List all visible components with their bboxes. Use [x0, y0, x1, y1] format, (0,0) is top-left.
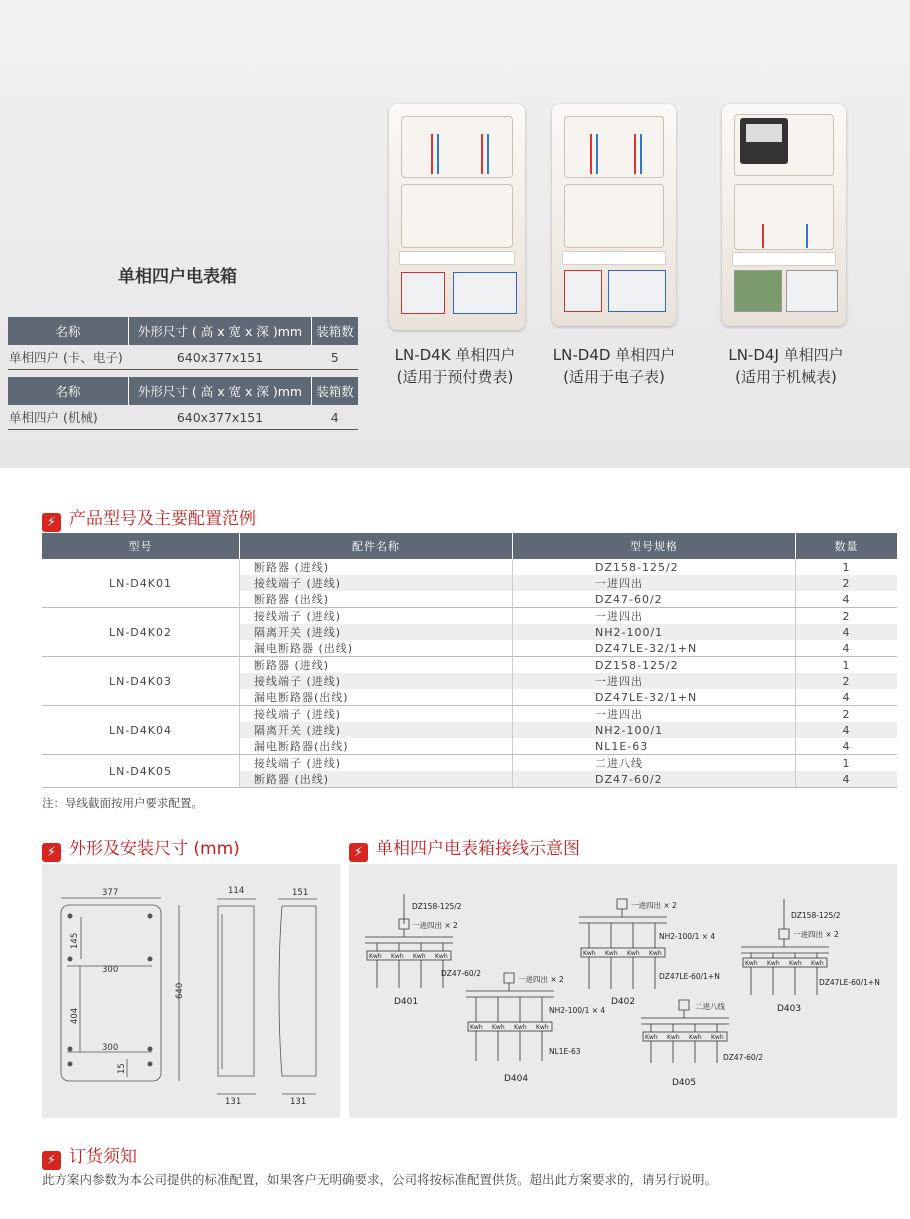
spec-cell: DZ47LE-32/1+N — [513, 689, 796, 706]
lightning-icon: ⚡ — [42, 843, 61, 862]
spec-cell: DZ47-60/2 — [513, 771, 796, 788]
svg-text:Kwh: Kwh — [605, 950, 618, 957]
spec-cell: 640x377x151 — [129, 345, 312, 370]
product-image-d4j — [722, 104, 846, 326]
dimension-drawing — [42, 864, 340, 1118]
spec-header: 名称 — [8, 377, 129, 405]
dim-height: 640 — [175, 982, 185, 999]
model-cell: LN-D4K02 — [42, 608, 240, 657]
config-header: 数量 — [796, 533, 898, 559]
spec-header: 装箱数 — [312, 317, 359, 345]
spec-cell: 640x377x151 — [129, 405, 312, 430]
part-cell: 漏电断路器(出线) — [240, 689, 513, 706]
product-image-d4d — [552, 104, 676, 326]
section-title: 订货须知 — [69, 1147, 137, 1167]
spec-cell: DZ47-60/2 — [513, 591, 796, 608]
svg-text:Kwh: Kwh — [711, 1034, 724, 1041]
svg-text:Kwh: Kwh — [514, 1024, 527, 1031]
spec-cell: 一进四出 — [513, 706, 796, 723]
config-table — [42, 533, 897, 788]
config-header: 配件名称 — [240, 533, 513, 559]
svg-text:Kwh: Kwh — [667, 1034, 680, 1041]
spec-cell: 单相四户 (机械) — [8, 405, 129, 430]
part-cell: 接线端子 (进线) — [240, 755, 513, 772]
wire-d401-breaker: DZ158-125/2 — [412, 902, 462, 911]
section-title: 外形及安装尺寸 (mm) — [69, 839, 240, 859]
caption-line: (适用于机械表) — [735, 368, 837, 386]
part-cell: 接线端子 (进线) — [240, 706, 513, 723]
spec-cell: 二进八线 — [513, 755, 796, 772]
qty-cell: 1 — [842, 560, 851, 574]
spec-header: 名称 — [8, 317, 129, 345]
svg-text:Kwh: Kwh — [369, 953, 382, 960]
part-cell: 断路器 (进线) — [240, 657, 513, 674]
qty-cell: 2 — [842, 609, 851, 623]
spec-cell: NL1E-63 — [513, 738, 796, 755]
config-header: 型号规格 — [513, 533, 796, 559]
spec-table-1 — [8, 317, 358, 370]
spec-cell: 一进四出 — [513, 608, 796, 625]
spec-cell: NH2-100/1 — [513, 624, 796, 640]
part-cell: 断路器 (进线) — [240, 559, 513, 575]
svg-text:Kwh: Kwh — [767, 960, 780, 967]
part-cell: 接线端子 (进线) — [240, 673, 513, 689]
caption-line: LN-D4D 单相四户 — [552, 346, 676, 364]
dim-depth: 114 — [228, 886, 245, 896]
part-cell: 断路器 (出线) — [240, 771, 513, 788]
config-note: 注：导线截面按用户要求配置。 — [42, 796, 203, 810]
wire-d405-label: D405 — [672, 1078, 697, 1088]
wire-d404-label: D404 — [504, 1074, 529, 1084]
wire-d404-terminal: 一进四出 × 2 — [518, 975, 564, 984]
product-caption-d4j — [706, 344, 866, 388]
caption-line: LN-D4J 单相四户 — [728, 346, 844, 364]
qty-cell: 1 — [842, 756, 851, 770]
order-text: 此方案内参数为本公司提供的标准配置，如果客户无明确要求，公司将按标准配置供货。超出此方案要求的，请另行说明。 — [42, 1172, 718, 1187]
dim-depth-2: 151 — [292, 888, 309, 898]
section-title: 产品型号及主要配置范例 — [69, 509, 256, 529]
part-cell: 漏电断路器 (出线) — [240, 640, 513, 657]
svg-text:Kwh: Kwh — [435, 953, 448, 960]
part-cell: 隔离开关 (进线) — [240, 624, 513, 640]
wire-d404-out: NL1E-63 — [549, 1047, 581, 1056]
wire-d402-out: DZ47LE-60/1+N — [659, 972, 720, 981]
svg-text:Kwh: Kwh — [583, 950, 596, 957]
dim-15: 15 — [117, 1063, 127, 1074]
wire-d402-switch: NH2-100/1 × 4 — [659, 932, 716, 941]
qty-cell: 4 — [796, 689, 898, 706]
lightning-icon: ⚡ — [42, 1151, 61, 1170]
section-dim-heading — [42, 834, 240, 862]
wire-d403-terminal: 一进四出 × 2 — [793, 930, 839, 939]
model-cell: LN-D4K04 — [42, 706, 240, 755]
qty-cell: 4 — [796, 591, 898, 608]
svg-text:Kwh: Kwh — [649, 950, 662, 957]
svg-text:Kwh: Kwh — [391, 953, 404, 960]
wire-d403-label: D403 — [777, 1004, 802, 1014]
dim-300a: 300 — [102, 965, 119, 975]
svg-text:Kwh: Kwh — [689, 1034, 702, 1041]
wire-d403-out: DZ47LE-60/1+N — [819, 978, 880, 987]
svg-text:Kwh: Kwh — [811, 960, 824, 967]
part-cell: 隔离开关 (进线) — [240, 722, 513, 738]
caption-line: LN-D4K 单相四户 — [394, 346, 516, 364]
spec-cell: 一进四出 — [513, 673, 796, 689]
spec-cell: DZ47LE-32/1+N — [513, 640, 796, 657]
dim-base2: 131 — [290, 1097, 307, 1107]
product-caption-d4k — [370, 344, 540, 388]
svg-text:Kwh: Kwh — [789, 960, 802, 967]
model-cell: LN-D4K03 — [42, 657, 240, 706]
part-cell: 接线端子 (进线) — [240, 575, 513, 591]
svg-text:Kwh: Kwh — [627, 950, 640, 957]
wire-d402-label: D402 — [611, 997, 636, 1007]
svg-text:Kwh: Kwh — [536, 1024, 549, 1031]
part-cell: 断路器 (出线) — [240, 591, 513, 608]
qty-cell: 2 — [842, 707, 851, 721]
caption-line: (适用于预付费表) — [396, 368, 514, 386]
qty-cell: 4 — [796, 738, 898, 755]
wire-d401-out: DZ47-60/2 — [441, 969, 482, 978]
svg-text:Kwh: Kwh — [492, 1024, 505, 1031]
spec-header: 装箱数 — [312, 377, 359, 405]
product-title: 单相四户电表箱 — [118, 267, 237, 287]
spec-cell: 单相四户 (卡、电子) — [8, 345, 129, 370]
svg-text:Kwh: Kwh — [470, 1024, 483, 1031]
wire-d402-terminal: 一进四出 × 2 — [631, 901, 677, 910]
section-wiring-heading — [349, 834, 580, 862]
wire-d404-switch: NH2-100/1 × 4 — [549, 1006, 606, 1015]
dim-145: 145 — [70, 932, 80, 949]
wire-d403-breaker: DZ158-125/2 — [791, 911, 841, 920]
wire-d401-label: D401 — [394, 997, 419, 1007]
spec-header: 外形尺寸 ( 高 x 宽 x 深 )mm — [129, 377, 312, 405]
wire-d405-out: DZ47-60/2 — [723, 1053, 764, 1062]
qty-cell: 2 — [796, 575, 898, 591]
dim-base1: 131 — [225, 1097, 242, 1107]
svg-text:Kwh: Kwh — [745, 960, 758, 967]
qty-cell: 4 — [796, 624, 898, 640]
model-cell: LN-D4K01 — [42, 559, 240, 608]
product-image-d4k — [389, 104, 525, 330]
dim-width: 377 — [102, 888, 119, 898]
spec-header: 外形尺寸 ( 高 x 宽 x 深 )mm — [129, 317, 312, 345]
config-header: 型号 — [42, 533, 240, 559]
svg-text:Kwh: Kwh — [645, 1034, 658, 1041]
spec-cell: 4 — [312, 405, 359, 430]
spec-cell: DZ158-125/2 — [513, 559, 796, 575]
lightning-icon: ⚡ — [42, 513, 61, 532]
product-caption-d4d — [534, 344, 694, 388]
lightning-icon: ⚡ — [349, 843, 368, 862]
qty-cell: 4 — [796, 722, 898, 738]
qty-cell: 2 — [796, 673, 898, 689]
wire-d405-terminal: 二进八线 — [695, 1002, 725, 1011]
part-cell: 接线端子 (进线) — [240, 608, 513, 625]
model-cell: LN-D4K05 — [42, 755, 240, 788]
wiring-diagram — [349, 864, 897, 1118]
spec-cell: 一进四出 — [513, 575, 796, 591]
spec-cell: NH2-100/1 — [513, 722, 796, 738]
qty-cell: 4 — [796, 771, 898, 788]
dim-300b: 300 — [102, 1043, 119, 1053]
spec-cell: DZ158-125/2 — [513, 657, 796, 674]
section-order-heading — [42, 1142, 137, 1170]
spec-cell: 5 — [312, 345, 359, 370]
dim-404: 404 — [70, 1007, 80, 1024]
wire-d401-terminal: 一进四出 × 2 — [412, 921, 458, 930]
qty-cell: 1 — [842, 658, 851, 672]
section-title: 单相四户电表箱接线示意图 — [376, 839, 580, 859]
section-config-heading — [42, 504, 256, 532]
svg-text:Kwh: Kwh — [413, 953, 426, 960]
caption-line: (适用于电子表) — [563, 368, 665, 386]
part-cell: 漏电断路器(出线) — [240, 738, 513, 755]
spec-table-2 — [8, 377, 358, 430]
qty-cell: 4 — [796, 640, 898, 657]
